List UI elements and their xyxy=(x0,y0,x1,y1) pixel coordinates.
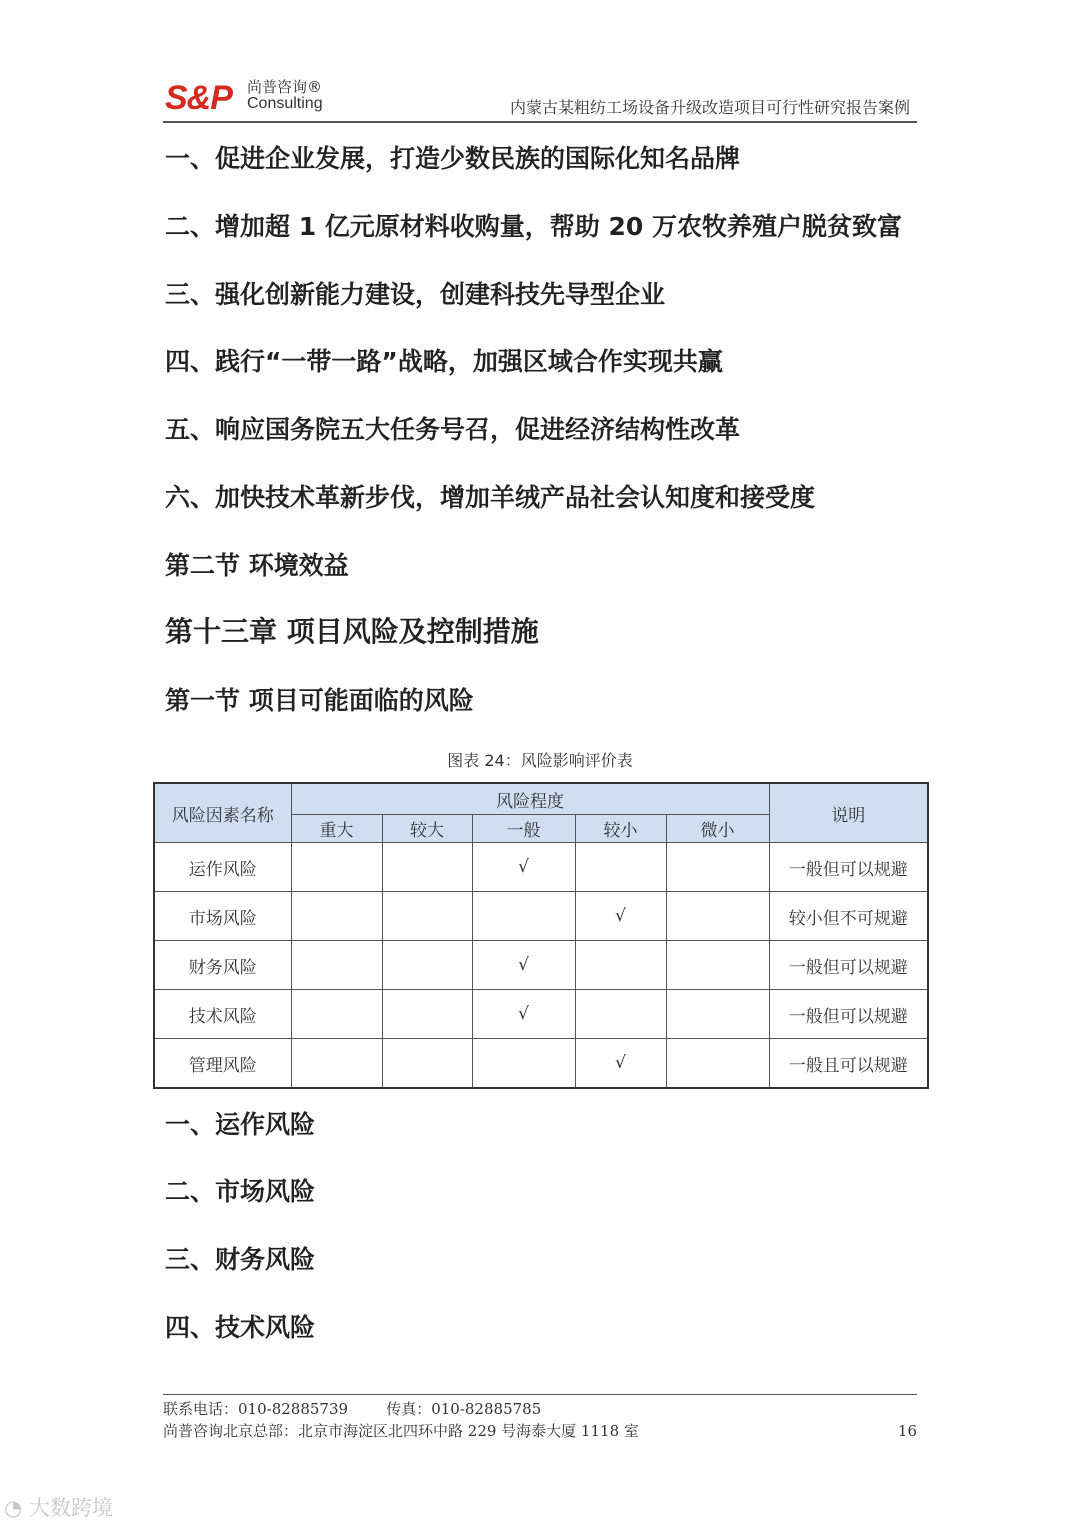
risk-factor: 管理风险 xyxy=(154,1039,291,1089)
check-cell xyxy=(382,990,472,1039)
subheading-finance-risk: 三、财务风险 xyxy=(165,1245,316,1274)
check-cell xyxy=(291,1039,382,1089)
footer-address: 尚普咨询北京总部：北京市海淀区北四环中路 229 号海泰大厦 1118 室 xyxy=(163,1422,639,1440)
risk-factor: 市场风险 xyxy=(154,892,291,941)
table-row xyxy=(154,941,928,990)
subheading-market-risk: 二、市场风险 xyxy=(165,1177,316,1206)
section-heading-risks: 第一节 项目可能面临的风险 xyxy=(165,686,474,715)
heading-4: 四、践行“一带一路”战略，加强区域合作实现共赢 xyxy=(165,347,723,376)
section-heading-environment: 第二节 环境效益 xyxy=(165,551,349,580)
check-cell xyxy=(666,941,769,990)
subheading-operation-risk: 一、运作风险 xyxy=(165,1110,316,1139)
risk-note: 较小但不可规避 xyxy=(769,892,928,941)
risk-table xyxy=(153,782,929,1089)
check-cell xyxy=(666,843,769,892)
check-cell: √ xyxy=(575,1039,666,1089)
footer-contact: 联系电话：010-82885739 传真：010-82885785 xyxy=(163,1400,542,1418)
risk-factor: 财务风险 xyxy=(154,941,291,990)
risk-note: 一般但可以规避 xyxy=(769,990,928,1039)
watermark xyxy=(4,1494,113,1522)
risk-note: 一般但可以规避 xyxy=(769,941,928,990)
heading-2: 二、增加超 1 亿元原材料收购量，帮助 20 万农牧养殖户脱贫致富 xyxy=(165,212,903,241)
header-divider xyxy=(163,121,917,123)
table-caption: 图表 24：风险影响评价表 xyxy=(447,751,633,770)
heading-6: 六、加快技术革新步伐，增加羊绒产品社会认知度和接受度 xyxy=(165,483,816,512)
check-cell xyxy=(291,843,382,892)
report-title: 内蒙古某粗纺工场设备升级改造项目可行性研究报告案例 xyxy=(509,98,910,117)
subheading-tech-risk: 四、技术风险 xyxy=(165,1313,316,1342)
check-cell xyxy=(472,1039,575,1089)
check-cell xyxy=(666,990,769,1039)
risk-note: 一般且可以规避 xyxy=(769,1039,928,1089)
footer-divider xyxy=(163,1394,917,1395)
check-cell: √ xyxy=(472,990,575,1039)
heading-1: 一、促进企业发展，打造少数民族的国际化知名品牌 xyxy=(165,144,741,173)
watermark-icon: ◔ xyxy=(4,1496,29,1520)
level-header: 微小 xyxy=(666,815,769,843)
check-cell: √ xyxy=(472,843,575,892)
page-number: 16 xyxy=(897,1422,917,1440)
logo-english-name: Consulting xyxy=(247,95,323,112)
table-row xyxy=(154,843,928,892)
sp-logo: S&P xyxy=(165,79,232,117)
level-header: 较大 xyxy=(382,815,472,843)
check-cell xyxy=(382,941,472,990)
risk-factor: 技术风险 xyxy=(154,990,291,1039)
table-row xyxy=(154,990,928,1039)
check-cell xyxy=(472,892,575,941)
risk-factor: 运作风险 xyxy=(154,843,291,892)
risk-note: 一般但可以规避 xyxy=(769,843,928,892)
check-cell xyxy=(575,843,666,892)
heading-5: 五、响应国务院五大任务号召，促进经济结构性改革 xyxy=(165,415,741,444)
header-degree: 风险程度 xyxy=(291,783,769,815)
check-cell xyxy=(382,843,472,892)
check-cell xyxy=(666,1039,769,1089)
watermark-text: 大数跨境 xyxy=(29,1496,113,1520)
level-header: 重大 xyxy=(291,815,382,843)
check-cell xyxy=(382,892,472,941)
check-cell xyxy=(382,1039,472,1089)
level-header: 较小 xyxy=(575,815,666,843)
check-cell xyxy=(575,941,666,990)
chapter-heading: 第十三章 项目风险及控制措施 xyxy=(165,615,539,648)
logo-chinese-name: 尚普咨询® xyxy=(247,78,323,96)
check-cell: √ xyxy=(575,892,666,941)
table-row xyxy=(154,1039,928,1089)
check-cell xyxy=(291,941,382,990)
header-factor: 风险因素名称 xyxy=(154,783,291,843)
check-cell xyxy=(666,892,769,941)
check-cell xyxy=(291,892,382,941)
check-cell: √ xyxy=(472,941,575,990)
heading-3: 三、强化创新能力建设，创建科技先导型企业 xyxy=(165,280,666,309)
level-header: 一般 xyxy=(472,815,575,843)
header-note: 说明 xyxy=(769,783,928,843)
check-cell xyxy=(291,990,382,1039)
table-row xyxy=(154,892,928,941)
check-cell xyxy=(575,990,666,1039)
